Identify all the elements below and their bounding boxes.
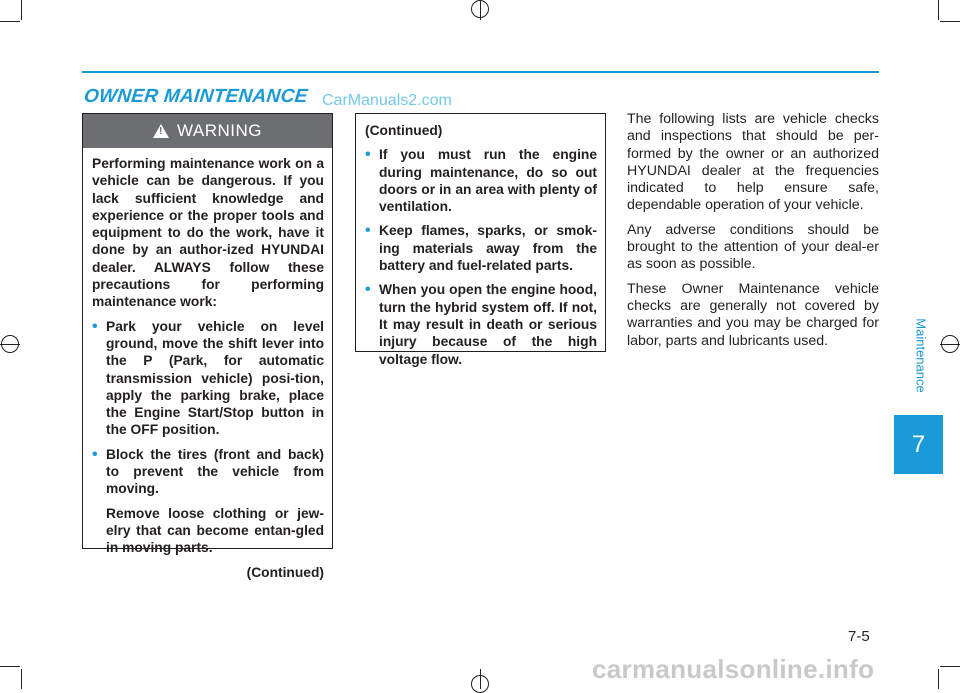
page-number: 7-5 bbox=[848, 628, 870, 645]
crop-mark bbox=[940, 666, 960, 667]
warning-bullet: • Park your vehicle on level ground, move the shift lever into the P (Park, for automatic transmission vehicle) posi-tion, apply the parking brake, place the Engine Start/Stop button in the OFF position. bbox=[92, 318, 324, 439]
chapter-side-label bbox=[911, 300, 931, 410]
body-paragraph: Any adverse conditions should be brought to the attention of your deal-er as soon as possible. bbox=[627, 221, 879, 273]
body-text bbox=[627, 111, 879, 357]
registration-mark bbox=[1, 335, 19, 353]
warning-extra: Remove loose clothing or jew-elry that can become entan-gled in moving parts. bbox=[106, 505, 324, 556]
registration-mark bbox=[471, 675, 489, 693]
chapter-tab[interactable]: 7 bbox=[894, 415, 943, 474]
warning-triangle-icon bbox=[153, 124, 169, 138]
section-title: OWNER MAINTENANCE bbox=[82, 86, 309, 107]
crop-mark bbox=[940, 21, 960, 22]
body-paragraph: These Owner Maintenance vehicle checks are generally not covered by warranties and you may be charged for labor, parts and lubricants used. bbox=[627, 280, 879, 349]
registration-mark bbox=[941, 335, 959, 353]
crop-mark bbox=[0, 666, 20, 667]
crop-mark bbox=[0, 21, 20, 22]
warning-intro: Performing maintenance work on a vehicle can be dangerous. If you lack sufficient knowledge and experience or the proper tools and equipment to do the work, have it done by an author-ized HYUNDAI dealer. ALWAYS follow these precautions for performing maintenance work: bbox=[92, 156, 324, 310]
watermark-top[interactable]: CarManuals2.com bbox=[322, 92, 452, 109]
warning-continued-box bbox=[355, 113, 606, 367]
warning-bullet: • Block the tires (front and back) to prevent the vehicle from moving. bbox=[92, 446, 324, 498]
continued-note: (Continued) bbox=[246, 564, 324, 580]
crop-mark bbox=[938, 0, 939, 20]
warning-header bbox=[83, 114, 332, 148]
chapter-label-text: Maintenance bbox=[913, 317, 929, 393]
warning-box bbox=[82, 113, 333, 580]
header-rule bbox=[82, 71, 879, 73]
body-paragraph: The following lists are vehicle checks and inspections that should be per-formed by the owner or an authorized HYUNDAI dealer at the frequencies indicated to help ensure safe, dependable operation of your vehicle. bbox=[627, 111, 879, 214]
warning-body bbox=[83, 148, 332, 581]
continued-body bbox=[356, 114, 605, 368]
crop-mark bbox=[938, 669, 939, 689]
watermark-bottom[interactable]: carmanualsonline.info bbox=[592, 654, 875, 684]
continued-heading: (Continued) bbox=[365, 123, 443, 138]
continued-bullet: • When you open the engine hood, turn the hybrid system off. If not, It may result in death or serious injury because of the high voltage flow. bbox=[365, 281, 597, 367]
continued-bullet: • Keep flames, sparks, or smok-ing materials away from the battery and fuel-related parts. bbox=[365, 222, 597, 274]
warning-label: WARNING bbox=[176, 121, 263, 140]
continued-bullets bbox=[365, 146, 597, 368]
continued-bullet: • If you must run the engine during maintenance, do so out doors or in an area with plenty of ventilation. bbox=[365, 146, 597, 215]
warning-bullets bbox=[92, 318, 324, 498]
crop-mark bbox=[21, 669, 22, 689]
registration-mark bbox=[471, 0, 489, 18]
crop-mark bbox=[21, 0, 22, 20]
